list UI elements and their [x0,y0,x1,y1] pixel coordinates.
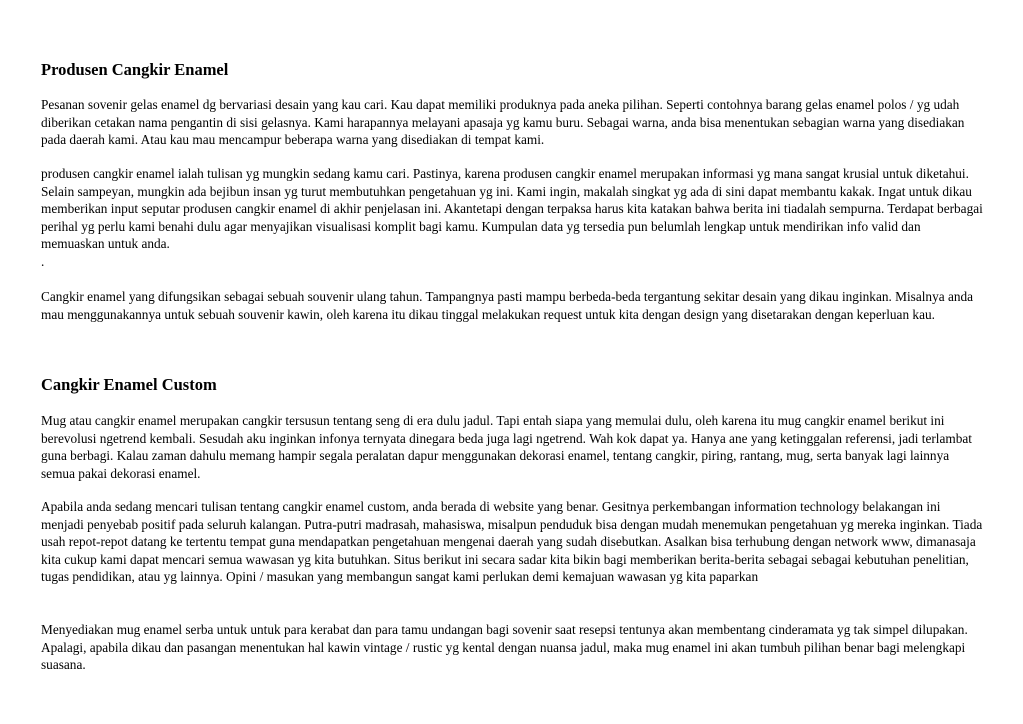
paragraph-mug-enamel-jadul: Mug atau cangkir enamel merupakan cangkir tersusun tentang seng di era dulu jadul. Tapi entah siapa yang memulai dulu, oleh karena itu mug cangkir enamel berikut ini berevolusi ngetrend kembali. Sesudah aku inginkan infonya ternyata dinegara beda juga lagi ngetrend. Wah kok dapat ya. Hanya ane yang ketinggalan referensi, jadi terlambat guna berbagi. Kalau zaman dahulu memang hampir segala peralatan dapur menggunakan dekorasi enamel, tentang cangkir, piring, rantang, mug, serta banyak lagi lainnya semua pakai dekorasi enamel. [41,413,972,481]
paragraph-produsen-cangkir: produsen cangkir enamel ialah tulisan yg mungkin sedang kamu cari. Pastinya, karena produsen cangkir enamel merupakan informasi yg mana sangat krusial untuk diketahui. Selain sampeyan, mungkin ada bejibun insan yg turut membutuhkan pengetahuan yg ini. Kami ingin, makalah singkat yg ada di sini dapat membantu kakak. Ingat untuk dikau memberikan input seputar produsen cangkir enamel di akhir penjelasan ini. Akantetapi dengan terpaksa harus kita katakan bahwa berita ini tiadalah sempurna. Terdapat berbagai perihal yg perlu kami benahi dulu agar menyajikan visualisasi komplit bagi kamu. Kumpulan data yg tersedia pun belumlah lengkap untuk mendirikan info valid dan memuaskan untuk anda. [41,166,983,251]
paragraph-pesanan-sovenir: Pesanan sovenir gelas enamel dg bervariasi desain yang kau cari. Kau dapat memiliki produknya pada aneka pilihan. Seperti contohnya barang gelas enamel polos / yg udah diberikan cetakan nama pengantin di sisi gelasnya. Kami harapannya melayani apasaja yg kamu buru. Sebagai warna, anda bisa menentukan sebagian warna yang disediakan pada daerah kami. Atau kau mau mencampur beberapa warna yang disediakan di tempat kami. [41,97,965,147]
section-title-produsen: Produsen Cangkir Enamel [41,60,229,79]
section-title-custom: Cangkir Enamel Custom [41,375,217,394]
paragraph-souvenir-ulang-tahun: Cangkir enamel yang difungsikan sebagai sebuah souvenir ulang tahun. Tampangnya pasti mampu berbeda-beda tergantung sekitar desain yang dikau inginkan. Misalnya anda mau menggunakannya untuk sebuah souvenir kawin, oleh karena itu dikau tinggal melakukan request untuk kita dengan design yang disetarakan dengan keperluan kau. [41,289,974,322]
paragraph-block-produsen [41,165,986,270]
paragraph-enamel-custom-website: Apabila anda sedang mencari tulisan tentang cangkir enamel custom, anda berada di website yang benar. Gesitnya perkembangan information technology belakangan ini menjadi penyebab positif pada seluruh kalangan. Putra-putri madrasah, mahasiswa, misalpun penduduk bisa dengan mudah menemukan pengetahuan yg mereka inginkan. Tiada usah repot-repot datang ke tertentu tempat guna mendapatkan pengetahuan mengenai daerah yang sudah disebutkan. Asalkan bisa terhubung dengan network www, dimanasaja kita cukup kami dapat mencari semua wawasan yg kita butuhkan. Situs berikut ini secara sadar kita bikin bagi memberikan berita-berita sebagai sebagai kebutuhan penelitian, tugas pendidikan, atau yg lainnya. Opini / masukan yang membangun sangat kami perlukan demi kemajuan wawasan yg kita paparkan [41,499,983,584]
paragraph-dot: . [41,253,45,269]
paragraph-mug-sovenir-resepsi: Menyediakan mug enamel serba untuk untuk para kerabat dan para tamu undangan bagi sovenir saat resepsi tentunya akan membentang cinderamata yg tak simpel dilupakan. Apalagi, apabila dikau dan pasangan menentukan hal kawin vintage / rustic yg kental dengan nuansa jadul, maka mug enamel ini akan tumbuh pilihan benar bagi melengkapi suasana. [41,622,968,672]
